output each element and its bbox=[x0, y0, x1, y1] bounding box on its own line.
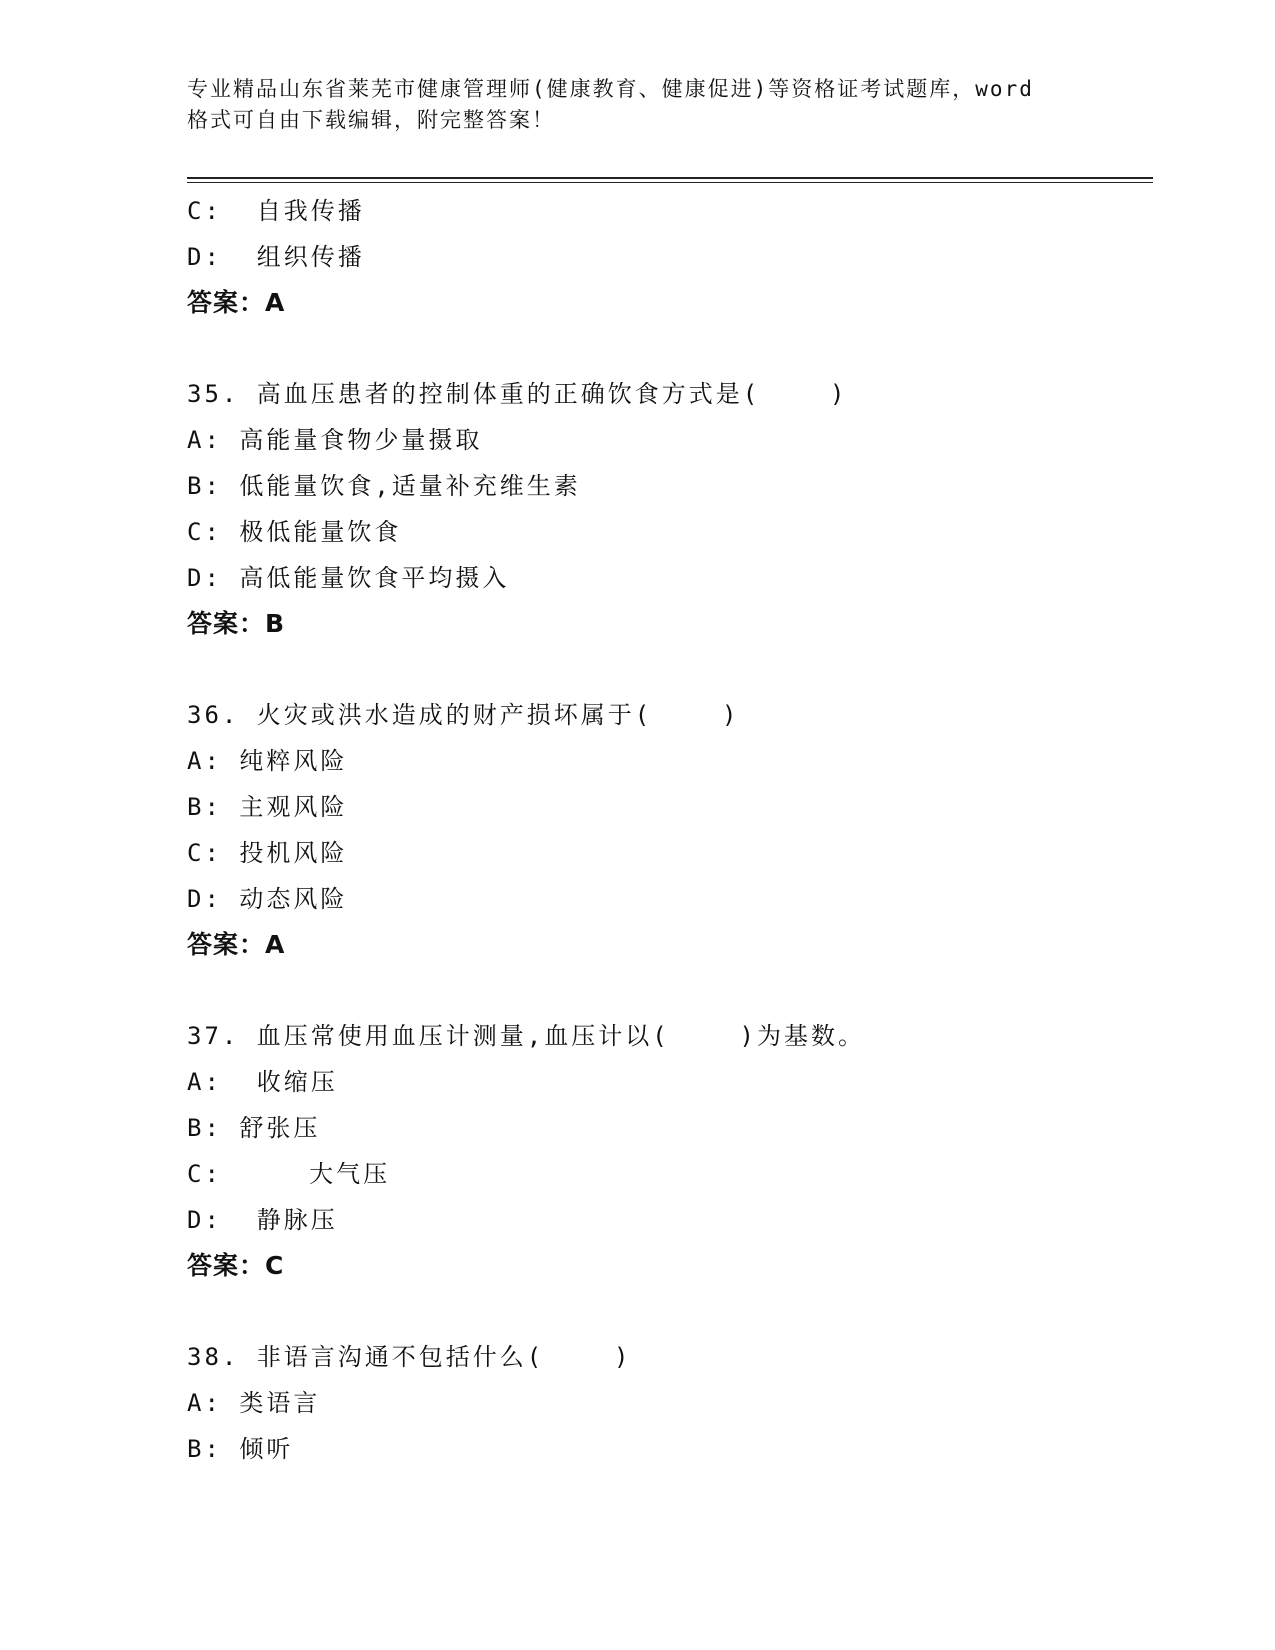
header-divider-thin bbox=[187, 182, 1153, 183]
option-b: B: 低能量饮食,适量补充维生素 bbox=[187, 472, 581, 500]
question-block-37 bbox=[187, 1013, 1147, 1289]
option-c: C: 大气压 bbox=[187, 1160, 391, 1188]
answer-label: 答案：A bbox=[187, 288, 286, 317]
question-title: 38. 非语言沟通不包括什么( ) bbox=[187, 1343, 632, 1371]
spacer bbox=[187, 326, 1147, 371]
question-block-previous bbox=[187, 188, 1147, 326]
question-title: 35. 高血压患者的控制体重的正确饮食方式是( ) bbox=[187, 380, 848, 408]
answer-label: 答案：B bbox=[187, 609, 286, 638]
option-a: A: 纯粹风险 bbox=[187, 747, 348, 775]
question-title: 36. 火灾或洪水造成的财产损坏属于( ) bbox=[187, 701, 740, 729]
option-a: A: 高能量食物少量摄取 bbox=[187, 426, 483, 454]
header-divider-thick bbox=[187, 177, 1153, 179]
option-b: B: 主观风险 bbox=[187, 793, 348, 821]
spacer bbox=[187, 1289, 1147, 1334]
spacer bbox=[187, 647, 1147, 692]
answer-label: 答案：A bbox=[187, 930, 286, 959]
header-line-1: 专业精品山东省莱芜市健康管理师(健康教育、健康促进)等资格证考试题库，word bbox=[187, 77, 1034, 101]
option-d: D: 静脉压 bbox=[187, 1206, 338, 1234]
option-c: C: 自我传播 bbox=[187, 197, 365, 225]
header-line-2: 格式可自由下载编辑，附完整答案！ bbox=[187, 108, 555, 132]
document-header bbox=[187, 74, 1087, 136]
answer-label: 答案：C bbox=[187, 1251, 285, 1280]
option-c: C: 投机风险 bbox=[187, 839, 348, 867]
question-block-36 bbox=[187, 692, 1147, 968]
question-block-38 bbox=[187, 1334, 1147, 1472]
question-list bbox=[187, 188, 1147, 1472]
option-a: A: 收缩压 bbox=[187, 1068, 338, 1096]
question-block-35 bbox=[187, 371, 1147, 647]
option-d: D: 组织传播 bbox=[187, 243, 365, 271]
option-d: D: 高低能量饮食平均摄入 bbox=[187, 564, 510, 592]
option-b: B: 舒张压 bbox=[187, 1114, 321, 1142]
option-b: B: 倾听 bbox=[187, 1435, 294, 1463]
option-a: A: 类语言 bbox=[187, 1389, 321, 1417]
option-d: D: 动态风险 bbox=[187, 885, 348, 913]
question-title: 37. 血压常使用血压计测量,血压计以( )为基数。 bbox=[187, 1022, 865, 1050]
option-c: C: 极低能量饮食 bbox=[187, 518, 402, 546]
spacer bbox=[187, 968, 1147, 1013]
